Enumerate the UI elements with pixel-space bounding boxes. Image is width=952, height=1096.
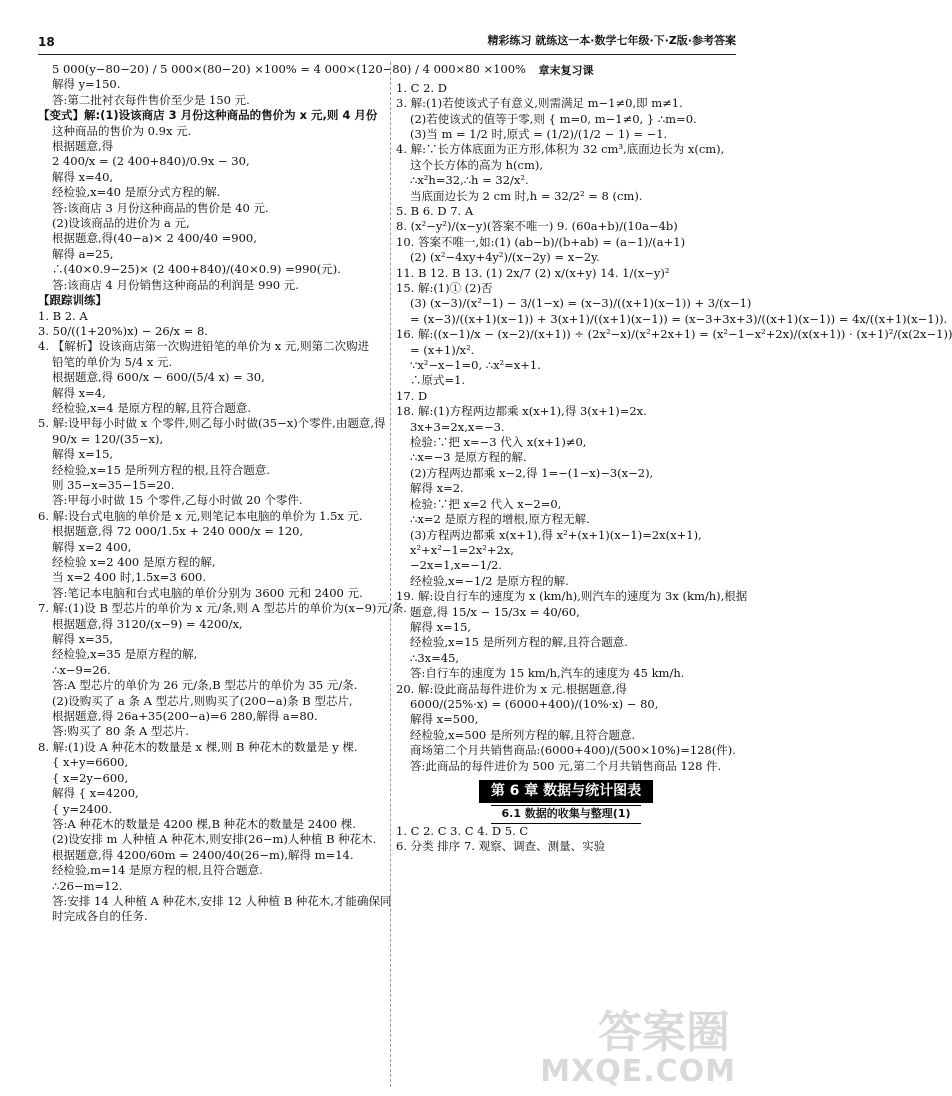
answer-line: (3)方程两边都乘 x(x+1),得 x²+(x+1)(x−1)=2x(x+1), bbox=[410, 527, 702, 542]
answer-line: 答:第二批衬衣每件售价至少是 150 元. bbox=[52, 92, 250, 107]
answer-line: (3) (x−3)/(x²−1) − 3/(1−x) = (x−3)/((x+1)(x−1)) + 3/(x−1) bbox=[410, 296, 752, 311]
chapter-lines bbox=[396, 824, 736, 855]
page-number: 18 bbox=[38, 35, 55, 49]
answer-line: 这个长方体的高为 h(cm), bbox=[410, 157, 544, 172]
answer-line: 5. 解:设甲每小时做 x 个零件,则乙每小时做(35−x)个零件,由题意,得 bbox=[38, 416, 386, 431]
answer-line: 答:此商品的每件进价为 500 元,第二个月共销售商品 128 件. bbox=[410, 758, 722, 773]
answer-line: 18. 解:(1)方程两边都乘 x(x+1),得 3(x+1)=2x. bbox=[396, 404, 647, 419]
answer-line: = (x+1)/x². bbox=[410, 342, 475, 357]
answer-line: 题意,得 15/x − 15/3x = 40/60, bbox=[410, 604, 580, 619]
answer-line: 答:购买了 80 条 A 型芯片. bbox=[52, 724, 190, 739]
answer-line: 解得 x=2 400, bbox=[52, 539, 132, 554]
answer-line: 【跟踪训练】 bbox=[38, 293, 107, 308]
answer-line: ∴原式=1. bbox=[410, 373, 466, 388]
answer-line: 【变式】解:(1)设该商店 3 月份这种商品的售价为 x 元,则 4 月份 bbox=[38, 108, 378, 123]
answer-line: 根据题意,得(40−a)× 2 400/40 =900, bbox=[52, 231, 257, 246]
answer-line: ∴(40×0.9−25)× (2 400+840)/(40×0.9) =990(元). bbox=[52, 262, 341, 277]
answer-line: 解得 x=500, bbox=[410, 712, 479, 727]
answer-line: 根据题意,得 3120/(x−9) = 4200/x, bbox=[52, 616, 243, 631]
answer-line: 答:A 种花木的数量是 4200 棵,B 种花木的数量是 2400 棵. bbox=[52, 816, 356, 831]
answer-line: 8. 解:(1)设 A 种花木的数量是 x 棵,则 B 种花木的数量是 y 棵. bbox=[38, 739, 358, 754]
page-header bbox=[38, 34, 736, 55]
answer-line: 根据题意,得 600/x − 600/(5/4 x) = 30, bbox=[52, 370, 265, 385]
answer-line: 经检验,x=500 是所列方程的解,且符合题意. bbox=[410, 727, 636, 742]
answer-line: 3x+3=2x,x=−3. bbox=[410, 419, 505, 434]
right-column bbox=[396, 62, 952, 1087]
answer-line: 商场第二个月共销售商品:(6000+400)/(500×10%)=128(件). bbox=[410, 743, 736, 758]
answer-line: (3)当 m = 1/2 时,原式 = (1/2)/(1/2 − 1) = −1. bbox=[410, 126, 668, 141]
column-divider bbox=[390, 62, 391, 1087]
answer-line: 经检验,x=15 是所列方程的根,且符合题意. bbox=[52, 462, 270, 477]
answer-line: 6. 分类 排序 7. 观察、调查、测量、实验 bbox=[396, 838, 606, 853]
answer-line: 经检验,x=35 是原方程的解, bbox=[52, 647, 198, 662]
answer-line: 经检验,x=40 是原分式方程的解. bbox=[52, 185, 221, 200]
answer-line: 答:该商店 4 月份销售这种商品的利润是 990 元. bbox=[52, 277, 299, 292]
answer-line: 经检验,x=4 是原方程的解,且符合题意. bbox=[52, 400, 252, 415]
answer-line: 铅笔的单价为 5/4 x 元. bbox=[52, 354, 173, 369]
answer-line: 经检验 x=2 400 是原方程的解, bbox=[52, 555, 216, 569]
answer-line: 解得 x=4, bbox=[52, 385, 106, 400]
answer-line: 1. C 2. D bbox=[396, 80, 447, 95]
answer-line: 4. 【解析】设该商店第一次购进铅笔的单价为 x 元,则第二次购进 bbox=[38, 339, 370, 354]
answer-line: 当底面边长为 2 cm 时,h = 32/2² = 8 (cm). bbox=[410, 188, 643, 203]
answer-line: 1. C 2. C 3. C 4. D 5. C bbox=[396, 823, 529, 838]
answer-line: 90/x = 120/(35−x), bbox=[52, 431, 164, 446]
answer-line: 11. B 12. B 13. (1) 2x/7 (2) x/(x+y) 14. 1/(x−y)² bbox=[396, 265, 670, 280]
answer-line: 答:自行车的速度为 15 km/h,汽车的速度为 45 km/h. bbox=[410, 666, 685, 681]
answer-line: 5 000(y−80−20) / 5 000×(80−20) ×100% = 4 000×(120−80) / 4 000×80 ×100% bbox=[52, 62, 526, 76]
answer-line: 检验:∵把 x=2 代入 x−2=0, bbox=[410, 496, 562, 511]
answer-line: 根据题意,得 26a+35(200−a)=6 280,解得 a=80. bbox=[52, 709, 318, 724]
answer-line: (2)设该商品的进价为 a 元, bbox=[52, 216, 190, 231]
answer-line: 解得 x=40, bbox=[52, 169, 114, 184]
answer-line: { y=2400. bbox=[52, 801, 113, 816]
answer-line: 答:安排 14 人种植 A 种花木,安排 12 人种植 B 种花木,才能确保同 bbox=[52, 893, 392, 908]
answer-line: 3. 50/((1+20%)x) − 26/x = 8. bbox=[38, 323, 208, 338]
answer-line: 根据题意,得 72 000/1.5x + 240 000/x = 120, bbox=[52, 524, 304, 539]
watermark bbox=[540, 1004, 740, 1092]
answer-line: 答:该商店 3 月份这种商品的售价是 40 元. bbox=[52, 200, 269, 215]
answer-line: ∴x−9=26. bbox=[52, 662, 111, 677]
answer-line: 1. B 2. A bbox=[38, 308, 88, 323]
answer-line: 章末复习课 bbox=[538, 64, 594, 77]
answer-line: 4. 解:∵长方体底面为正方形,体积为 32 cm³,底面边长为 x(cm), bbox=[396, 142, 725, 157]
answer-line: 答:笔记本电脑和台式电脑的单价分别为 3600 元和 2400 元. bbox=[52, 585, 363, 600]
answer-line: 解得 x=15, bbox=[410, 619, 472, 634]
answer-line: x²+x²−1=2x²+2x, bbox=[410, 542, 514, 557]
answer-line: 解得 y=150. bbox=[52, 77, 121, 92]
answer-line: 2 400/x = (2 400+840)/0.9x − 30, bbox=[52, 154, 250, 169]
answer-line: 这种商品的售价为 0.9x 元. bbox=[52, 123, 192, 138]
answer-line: 经检验,x=−1/2 是原方程的解. bbox=[410, 573, 569, 588]
answer-line: 5. B 6. D 7. A bbox=[396, 203, 474, 218]
answer-line: 6000/(25%·x) = (6000+400)/(10%·x) − 80, bbox=[410, 696, 659, 711]
answer-line: 20. 解:设此商品每件进价为 x 元.根据题意,得 bbox=[396, 681, 627, 696]
answer-line: (2)设安排 m 人种植 A 种花木,则安排(26−m)人种植 B 种花木. bbox=[52, 832, 377, 847]
answer-line: ∴x²h=32,∴h = 32/x². bbox=[410, 173, 529, 188]
answer-line: 根据题意,得 bbox=[52, 139, 114, 154]
answer-line: { x=2y−600, bbox=[52, 770, 129, 785]
answer-line: 经检验,m=14 是原方程的根,且符合题意. bbox=[52, 863, 263, 878]
answer-line: 答:A 型芯片的单价为 26 元/条,B 型芯片的单价为 35 元/条. bbox=[52, 678, 358, 693]
running-title: 精彩练习 就练这一本·数学七年级·下·Z版·参考答案 bbox=[487, 34, 736, 47]
chapter-title: 第 6 章 数据与统计图表 bbox=[479, 780, 653, 803]
watermark-logo: 答案圈 bbox=[598, 1007, 730, 1058]
answer-line: 6. 解:设台式电脑的单价是 x 元,则笔记本电脑的单价为 1.5x 元. bbox=[38, 508, 363, 523]
answer-line: 17. D bbox=[396, 388, 428, 403]
answer-line: (2)若使该式的值等于零,则 { m=0, m−1≠0, } ∴m=0. bbox=[410, 111, 697, 126]
answer-line: 15. 解:(1)① (2)否 bbox=[396, 281, 493, 296]
answer-line: 7. 解:(1)设 B 型芯片的单价为 x 元/条,则 A 型芯片的单价为(x−9)元/条. bbox=[38, 601, 407, 616]
chapter-heading bbox=[396, 780, 736, 803]
answer-line: ∴x=2 是原方程的增根,原方程无解. bbox=[410, 512, 590, 527]
answer-line: 19. 解:设自行车的速度为 x (km/h),则汽车的速度为 3x (km/h),根据 bbox=[396, 589, 748, 604]
answer-line: 解得 x=2. bbox=[410, 481, 464, 496]
answer-line: 时完成各自的任务. bbox=[52, 909, 148, 924]
answer-line: ∵x²−x−1=0, ∴x²=x+1. bbox=[410, 358, 541, 373]
answer-line: = (x−3)/((x+1)(x−1)) + 3(x+1)/((x+1)(x−1)) = (x−3+3x+3)/((x+1)(x−1)) = 4x/((x+1)(x−1)). bbox=[410, 311, 948, 326]
answer-line: −2x=1,x=−1/2. bbox=[410, 558, 502, 573]
answer-line: 则 35−x=35−15=20. bbox=[52, 477, 175, 492]
answer-line: ∴x=−3 是原方程的解. bbox=[410, 450, 527, 465]
answer-line: 解得 x=35, bbox=[52, 632, 114, 647]
answer-line: ∴3x=45, bbox=[410, 650, 460, 665]
answer-line: 检验:∵把 x=−3 代入 x(x+1)≠0, bbox=[410, 435, 587, 450]
answer-line: 8. (x²−y²)/(x−y)(答案不唯一) 9. (60a+b)/(10a−4b) bbox=[396, 219, 678, 234]
answer-line: 16. 解:((x−1)/x − (x−2)/(x+1)) ÷ (2x²−x)/(x²+2x+1) = (x²−1−x²+2x)/(x(x+1)) · (x+1)²/(x(2x−1)) bbox=[396, 327, 952, 342]
answer-line: 当 x=2 400 时,1.5x=3 600. bbox=[52, 570, 206, 585]
answer-line: 3. 解:(1)若使该式子有意义,则需满足 m−1≠0,即 m≠1. bbox=[396, 96, 683, 111]
answer-line: (2)设购买了 a 条 A 型芯片,则购买了(200−a)条 B 型芯片, bbox=[52, 693, 353, 708]
section-heading bbox=[396, 805, 736, 824]
watermark-text: MXQE.COM bbox=[540, 1053, 736, 1089]
answer-line: (2)方程两边都乘 x−2,得 1=−(1−x)−3(x−2), bbox=[410, 465, 654, 480]
answer-line: { x+y=6600, bbox=[52, 755, 129, 770]
answer-line: 解得 { x=4200, bbox=[52, 786, 139, 801]
right-column-lines bbox=[396, 64, 952, 774]
answer-line: 经检验,x=15 是所列方程的解,且符合题意. bbox=[410, 635, 628, 650]
answer-line: 解得 a=25, bbox=[52, 246, 114, 261]
answer-line: 答:甲每小时做 15 个零件,乙每小时做 20 个零件. bbox=[52, 493, 303, 508]
answer-line: 根据题意,得 4200/60m = 2400/40(26−m),解得 m=14. bbox=[52, 847, 354, 862]
answer-line: ∴26−m=12. bbox=[52, 878, 123, 893]
answer-line: (2) (x²−4xy+4y²)/(x−2y) = x−2y. bbox=[410, 250, 600, 265]
answer-line: 解得 x=15, bbox=[52, 447, 114, 462]
section-title: 6.1 数据的收集与整理(1) bbox=[491, 805, 640, 824]
answer-line: 10. 答案不唯一,如:(1) (ab−b)/(b+ab) = (a−1)/(a+1) bbox=[396, 234, 686, 249]
